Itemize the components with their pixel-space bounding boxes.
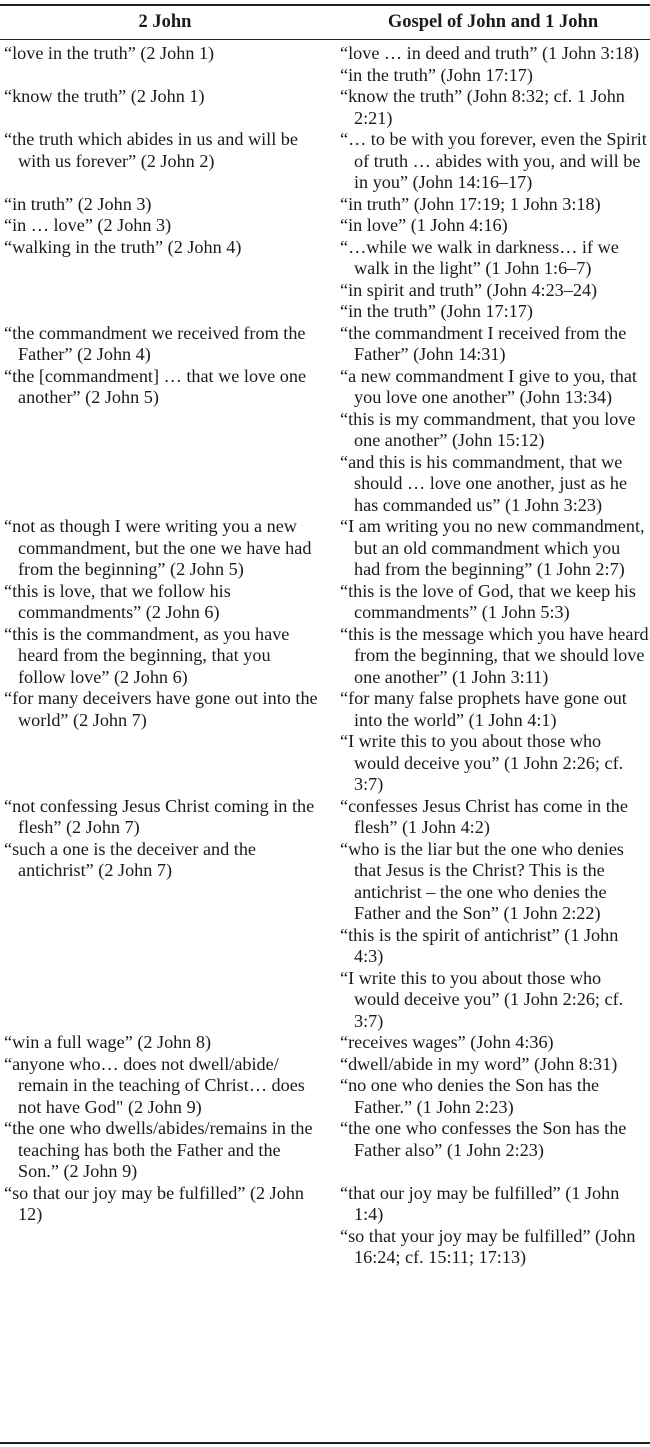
parallel-entry: “I am writing you no new commandment, but an old commandment which you had from the beginning” (1 John 2:7)	[340, 516, 645, 579]
parallel-entry: “so that your joy may be fulfilled” (John 16:24; cf. 15:11; 17:13)	[340, 1225, 636, 1267]
parallel-entry: “for many false prophets have gone out into the world” (1 John 4:1)	[340, 688, 627, 730]
parallel-cell	[340, 194, 650, 216]
table-row	[0, 194, 650, 216]
second-john-cell: “this is the commandment, as you have heard from the beginning, that you follow love” (2 John 6)	[4, 623, 290, 687]
parallel-cell	[340, 796, 650, 839]
parallel-entry: “the commandment I received from the Father” (John 14:31)	[340, 322, 627, 364]
second-john-cell: “the commandment we received from the Father” (2 John 4)	[4, 322, 306, 364]
second-john-cell: “the [commandment] … that we love one another” (2 John 5)	[4, 365, 307, 407]
second-john-cell: “the one who dwells/abides/remains in the teaching has both the Father and the Son.” (2 John 9)	[4, 1118, 313, 1181]
parallel-cell	[340, 516, 650, 581]
parallel-entry: “in truth” (John 17:19; 1 John 3:18)	[340, 193, 601, 214]
header-gospel-and-1-john: Gospel of John and 1 John	[387, 12, 599, 32]
parallel-entry: “in the truth” (John 17:17)	[340, 64, 533, 85]
header-2-john: 2 John	[138, 12, 192, 32]
second-john-cell: “not as though I were writing you a new commandment, but the one we have had from the beginning” (2 John 5)	[4, 516, 312, 579]
table-row	[0, 237, 650, 323]
table-row	[0, 796, 650, 839]
table-row	[0, 1032, 650, 1054]
table-row	[0, 1118, 650, 1183]
parallel-cell	[340, 1118, 650, 1183]
header-rule	[0, 39, 650, 40]
second-john-cell: “know the truth” (2 John 1)	[4, 86, 205, 106]
second-john-cell: “love in the truth” (2 John 1)	[4, 43, 215, 63]
second-john-cell: “in truth” (2 John 3)	[4, 193, 152, 214]
parallel-entry: “…while we walk in darkness… if we walk in the light” (1 John 1:6–7)	[340, 236, 619, 278]
parallel-entry: “the one who confesses the Son has the Father also” (1 John 2:23)	[340, 1118, 627, 1160]
second-john-cell: “for many deceivers have gone out into the world” (2 John 7)	[4, 688, 318, 730]
parallel-cell	[340, 43, 650, 86]
parallel-entry: “this is the love of God, that we keep his commandments” (1 John 5:3)	[340, 580, 636, 622]
table-row	[0, 215, 650, 237]
parallel-entry: “know the truth” (John 8:32; cf. 1 John 2:21)	[340, 86, 625, 128]
table-header	[0, 9, 650, 37]
second-john-cell: “this is love, that we follow his commandments” (2 John 6)	[4, 580, 231, 622]
parallel-entry: “I write this to you about those who would deceive you” (1 John 2:26; cf. 3:7)	[340, 731, 624, 794]
parallel-cell	[340, 237, 650, 323]
parallel-cell	[340, 323, 650, 366]
parallel-entry: “confesses Jesus Christ has come in the flesh” (1 John 4:2)	[340, 795, 628, 837]
table-body	[0, 43, 650, 1269]
table-row	[0, 366, 650, 517]
table-row	[0, 1054, 650, 1119]
table-row	[0, 323, 650, 366]
table-row	[0, 1183, 650, 1269]
parallel-entry: “this is the message which you have heard from the beginning, that we should love one another” (1 John 3:11)	[340, 623, 649, 687]
parallel-entry: “in the truth” (John 17:17)	[340, 301, 533, 321]
table-row	[0, 624, 650, 689]
second-john-cell: “in … love” (2 John 3)	[4, 215, 172, 235]
parallel-cell	[340, 1054, 650, 1119]
parallel-entry: “no one who denies the Son has the Father.” (1 John 2:23)	[340, 1075, 600, 1117]
parallel-entry: “in spirit and truth” (John 4:23–24)	[340, 279, 598, 300]
second-john-cell: “the truth which abides in us and will be with us forever” (2 John 2)	[4, 129, 298, 171]
top-rule	[0, 4, 650, 6]
parallel-entry: “dwell/abide in my word” (John 8:31)	[340, 1053, 618, 1074]
parallel-entry: “that our joy may be fulfilled” (1 John 1:4)	[340, 1182, 620, 1224]
bottom-rule	[0, 1442, 650, 1444]
parallel-entry: “love … in deed and truth” (1 John 3:18)	[340, 43, 640, 63]
parallel-entry: “in love” (1 John 4:16)	[340, 215, 508, 235]
table-row	[0, 86, 650, 129]
second-john-cell: “so that our joy may be fulfilled” (2 John 12)	[4, 1182, 305, 1224]
table-row	[0, 129, 650, 194]
second-john-cell: “walking in the truth” (2 John 4)	[4, 236, 242, 257]
parallel-cell	[340, 688, 650, 796]
table-row	[0, 839, 650, 1033]
parallel-entry: “this is my commandment, that you love one another” (John 15:12)	[340, 408, 636, 450]
parallel-cell	[340, 366, 650, 517]
parallel-cell	[340, 581, 650, 624]
parallel-entry: “a new commandment I give to you, that you love one another” (John 13:34)	[340, 365, 637, 407]
table-row	[0, 581, 650, 624]
parallel-entry: “receives wages” (John 4:36)	[340, 1032, 554, 1052]
parallel-cell	[340, 215, 650, 237]
parallel-entry: “and this is his commandment, that we should … love one another, just as he has commanded us” (1 John 3:23)	[340, 451, 628, 515]
parallel-cell	[340, 1032, 650, 1054]
second-john-cell: “not confessing Jesus Christ coming in the flesh” (2 John 7)	[4, 795, 315, 837]
table-row	[0, 688, 650, 796]
second-john-cell: “such a one is the deceiver and the antichrist” (2 John 7)	[4, 838, 256, 880]
parallel-cell	[340, 839, 650, 1033]
parallel-entry: “who is the liar but the one who denies that Jesus is the Christ? This is the antichrist – the one who denies the Father and the Son” (1 John 2:22)	[340, 838, 624, 923]
parallel-cell	[340, 1183, 650, 1269]
table-row	[0, 516, 650, 581]
parallel-entry: “I write this to you about those who would deceive you” (1 John 2:26; cf. 3:7)	[340, 967, 624, 1031]
parallel-cell	[340, 86, 650, 129]
parallel-entry: “… to be with you forever, even the Spirit of truth … abides with you, and will be in you” (John 14:16–17)	[340, 129, 647, 192]
parallel-entry: “this is the spirit of antichrist” (1 John 4:3)	[340, 924, 619, 966]
parallel-cell	[340, 129, 650, 194]
table-row	[0, 43, 650, 86]
second-john-cell: “win a full wage” (2 John 8)	[4, 1032, 212, 1052]
parallel-cell	[340, 624, 650, 689]
second-john-cell: “anyone who… does not dwell/abide/ remain in the teaching of Christ… does not have God" (2 John 9)	[4, 1053, 305, 1117]
